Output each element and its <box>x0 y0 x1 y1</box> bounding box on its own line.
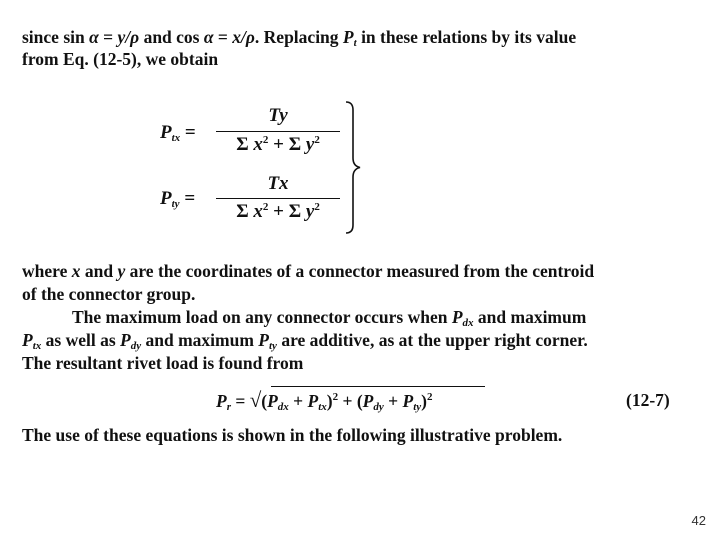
radical-bar <box>271 386 485 387</box>
page-number: 42 <box>691 513 706 528</box>
paragraph-line-3: where x and y are the coordinates of a connector measured from the centroid <box>22 261 595 281</box>
equation-resultant: $P_r = √(P_{dx} + P_{tx})^2 + (P_{dy} + P_{ty})^2$ <box>216 388 433 413</box>
paragraph-line-1: since sin α = y/ρ and cos α = x/ρ. Replacing $P_t$ in these relations by its value <box>22 27 577 49</box>
paragraph-line-8: The use of these equations is shown in the following illustrative problem. <box>22 425 563 445</box>
paragraph-line-7: The resultant rivet load is found from <box>22 353 304 373</box>
paragraph-line-6: $P_{tx}$ as well as $P_{dy}$ and maximum $P_{ty}$ are additive, as at the upper right corner. <box>22 330 588 352</box>
equation-pair: $P_{tx}$ = Ty Σ $x^2 + \Sigma$ $y^2$ $P_{ty}$ = Tx Σ $x^2 + \Sigma$ $y^2$ <box>160 100 400 235</box>
paragraph-line-2: from Eq. (12-5), we obtain <box>22 49 219 69</box>
equation-number: (12-7) <box>626 390 670 410</box>
right-brace-icon <box>344 100 368 235</box>
paragraph-line-5: The maximum load on any connector occurs when $P_{dx}$ and maximum <box>72 307 587 329</box>
paragraph-line-4: of the connector group. <box>22 284 196 304</box>
